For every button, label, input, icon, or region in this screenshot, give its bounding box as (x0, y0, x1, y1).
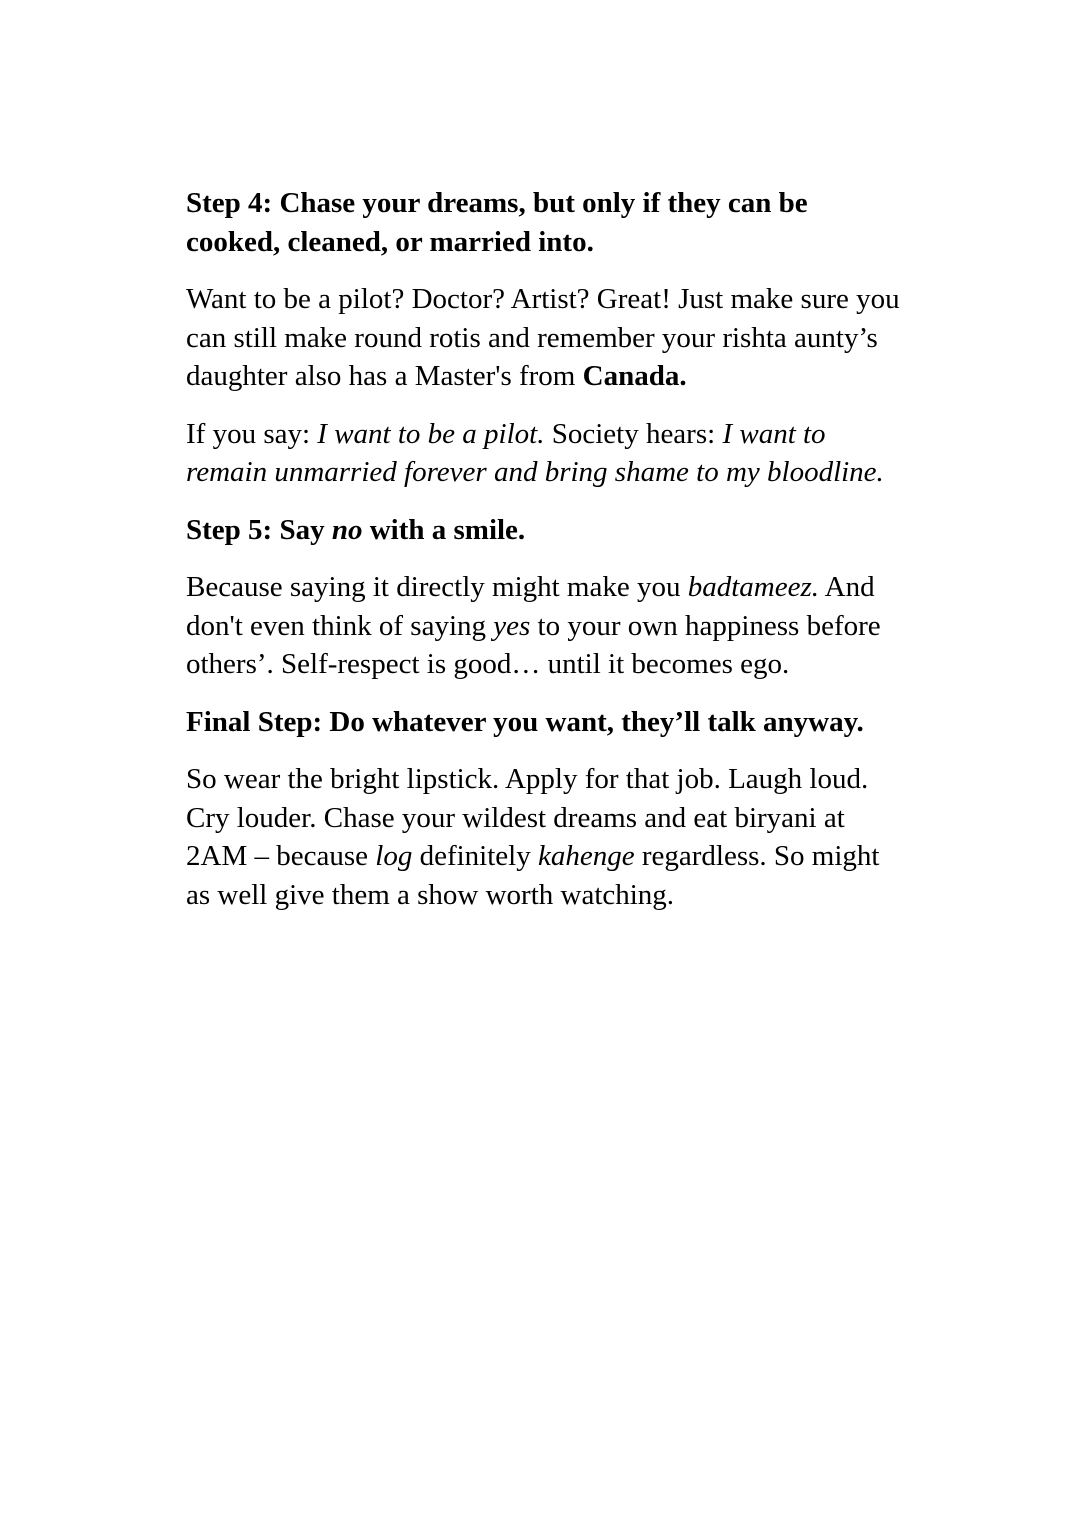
step-5-text-1: Because saying it directly might make you (186, 571, 688, 603)
final-step-paragraph (186, 760, 906, 914)
step-5-heading-start: Step 5: Say (186, 513, 332, 546)
step-4-paragraph-1 (186, 280, 906, 396)
step-4-paragraph-2-lead: If you say: (186, 417, 318, 450)
final-text-3: regardless. So might as well give them a show worth watching. (186, 840, 880, 911)
step-4-paragraph-2 (186, 415, 906, 492)
step-5-heading (186, 511, 906, 550)
step-4-paragraph-1-text: Want to be a pilot? Doctor? Artist? Great! Just make sure you can still make round rotis and remember your rishta aunty’s daughter also has a Master's from (186, 283, 900, 392)
step-5-heading-end: with a smile. (362, 513, 526, 546)
step-4-heading: Step 4: Chase your dreams, but only if they can be cooked, cleaned, or married into. (186, 187, 808, 258)
canada-bold-text: Canada. (582, 360, 687, 392)
log-italic: log (375, 840, 413, 872)
document-page (186, 184, 906, 933)
step-5-paragraph (186, 568, 906, 684)
badtameez-italic: badtameez. (687, 571, 820, 603)
pilot-quote: I want to be a pilot. (317, 417, 545, 450)
society-hears-quote: I want to remain unmarried forever and bring shame to my bloodline. (186, 417, 884, 488)
yes-italic: yes (493, 609, 531, 642)
step-5-text-2: And don't even think of saying (186, 571, 875, 642)
step-5-text-3: to your own happiness before others’. Self-respect is good… until it becomes ego. (186, 609, 881, 680)
final-text-2: definitely (412, 840, 538, 872)
final-step-heading: Final Step: Do whatever you want, they’ll talk anyway. (186, 705, 864, 738)
step-5-heading-italic: no (331, 513, 363, 546)
society-hears-text: Society hears: (544, 417, 723, 450)
final-text-1: So wear the bright lipstick. Apply for that job. Laugh loud. Cry louder. Chase your wildest dreams and eat biryani at 2AM – because (186, 763, 869, 872)
kahenge-italic: kahenge (537, 840, 635, 872)
